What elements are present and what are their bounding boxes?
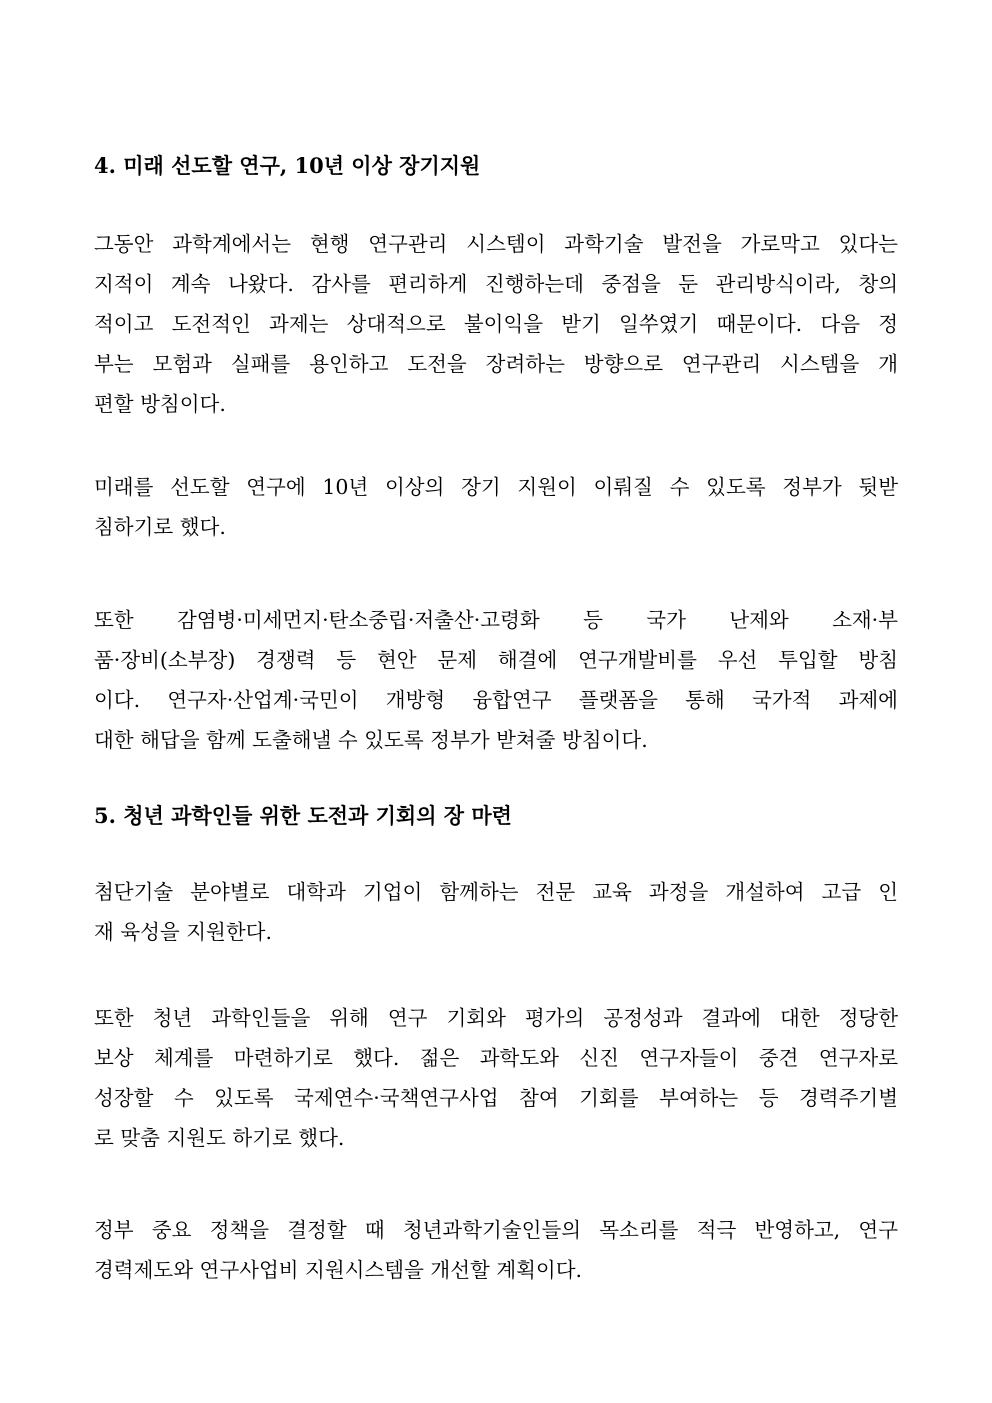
- paragraph-line: 지적이 계속 나왔다. 감사를 편리하게 진행하는데 중점을 둔 관리방식이라, 창의: [94, 272, 898, 296]
- section-5-paragraph-2: [94, 998, 898, 1158]
- section-5-paragraph-3: [94, 1210, 898, 1290]
- paragraph-line: 경력제도와 연구사업비 지원시스템을 개선할 계획이다.: [94, 1258, 583, 1282]
- paragraph-line: 이다. 연구자·산업계·국민이 개방형 융합연구 플랫폼을 통해 국가적 과제에: [94, 688, 898, 712]
- section-4-paragraph-3: [94, 600, 898, 760]
- paragraph-line: 부는 모험과 실패를 용인하고 도전을 장려하는 방향으로 연구관리 시스템을 개: [94, 352, 898, 376]
- section-5-heading: 5. 청년 과학인들 위한 도전과 기회의 장 마련: [94, 803, 512, 828]
- paragraph-line: 또한 감염병·미세먼지·탄소중립·저출산·고령화 등 국가 난제와 소재·부: [94, 608, 898, 632]
- paragraph-line: 또한 청년 과학인들을 위해 연구 기회와 평가의 공정성과 결과에 대한 정당한: [94, 1006, 898, 1030]
- paragraph-line: 대한 해답을 함께 도출해낼 수 있도록 정부가 받쳐줄 방침이다.: [94, 728, 648, 752]
- section-4-paragraph-2: [94, 467, 898, 547]
- paragraph-line: 정부 중요 정책을 결정할 때 청년과학기술인들의 목소리를 적극 반영하고, 연구: [94, 1218, 898, 1242]
- paragraph-line: 로 맞춤 지원도 하기로 했다.: [94, 1126, 345, 1150]
- section-4-paragraph-1: [94, 224, 898, 424]
- section-5-paragraph-1: [94, 872, 898, 952]
- paragraph-line: 성장할 수 있도록 국제연수·국책연구사업 참여 기회를 부여하는 등 경력주기별: [94, 1086, 898, 1110]
- paragraph-line: 편할 방침이다.: [94, 392, 226, 416]
- paragraph-line: 보상 체계를 마련하기로 했다. 젊은 과학도와 신진 연구자들이 중견 연구자로: [94, 1046, 898, 1070]
- paragraph-line: 재 육성을 지원한다.: [94, 920, 272, 944]
- paragraph-line: 미래를 선도할 연구에 10년 이상의 장기 지원이 이뤄질 수 있도록 정부가 뒷받: [94, 475, 898, 499]
- paragraph-line: 적이고 도전적인 과제는 상대적으로 불이익을 받기 일쑤였기 때문이다. 다음 정: [94, 312, 898, 336]
- paragraph-line: 침하기로 했다.: [94, 515, 226, 539]
- section-4-heading: 4. 미래 선도할 연구, 10년 이상 장기지원: [94, 153, 481, 178]
- paragraph-line: 첨단기술 분야별로 대학과 기업이 함께하는 전문 교육 과정을 개설하여 고급 인: [94, 880, 898, 904]
- paragraph-line: 그동안 과학계에서는 현행 연구관리 시스템이 과학기술 발전을 가로막고 있다는: [94, 232, 898, 256]
- paragraph-line: 품·장비(소부장) 경쟁력 등 현안 문제 해결에 연구개발비를 우선 투입할 방침: [94, 648, 898, 672]
